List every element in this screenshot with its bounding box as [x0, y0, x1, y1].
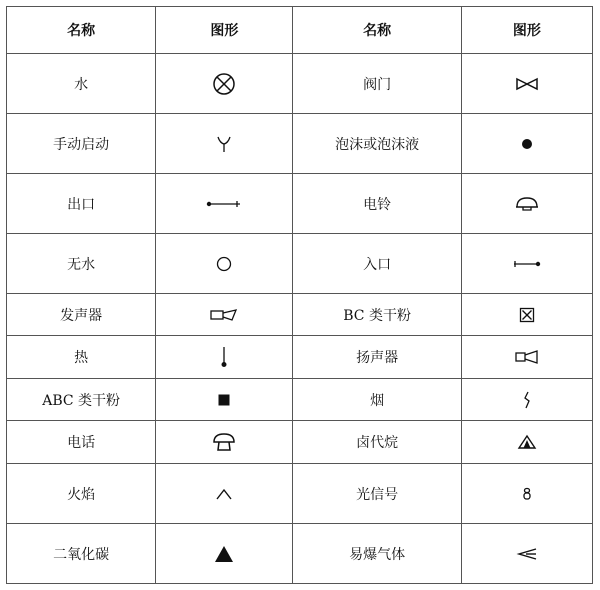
table-row: [7, 524, 593, 584]
header-shape-right: 图形: [461, 7, 592, 54]
light-signal-icon: [522, 487, 532, 501]
y-branch-icon: [216, 135, 232, 153]
valve-bowtie-icon: [515, 77, 539, 91]
table-row: [7, 54, 593, 114]
symbol-name: 卤代烷: [293, 421, 461, 464]
symbol-name: 火焰: [7, 464, 156, 524]
symbol-shape-cell: [461, 174, 592, 234]
symbol-shape-cell: [461, 234, 592, 294]
sounder-icon: [209, 308, 239, 322]
symbol-name: 电话: [7, 421, 156, 464]
table-row: [7, 464, 593, 524]
symbol-shape-cell: [156, 524, 293, 584]
symbol-name: 光信号: [293, 464, 461, 524]
smoke-squiggle-icon: [522, 391, 532, 409]
explosive-gas-icon: [516, 547, 538, 561]
symbol-name: 无水: [7, 234, 156, 294]
symbol-name: 扬声器: [293, 336, 461, 379]
table-row: [7, 114, 593, 174]
symbol-name: 电铃: [293, 174, 461, 234]
inlet-line-icon: [512, 260, 542, 268]
symbol-shape-cell: [156, 114, 293, 174]
symbol-name: 手动启动: [7, 114, 156, 174]
telephone-icon: [212, 432, 236, 452]
filled-square-icon: [218, 394, 230, 406]
symbol-shape-cell: [461, 54, 592, 114]
symbol-name: 发声器: [7, 294, 156, 336]
symbol-name: BC 类干粉: [293, 294, 461, 336]
symbol-shape-cell: [156, 174, 293, 234]
thermometer-icon: [220, 346, 228, 368]
table-row: [7, 421, 593, 464]
symbol-name: 烟: [293, 379, 461, 421]
table-row: [7, 336, 593, 379]
header-row: [7, 7, 593, 54]
header-name-left: 名称: [7, 7, 156, 54]
symbol-table: [6, 6, 593, 584]
table-row: [7, 234, 593, 294]
symbol-shape-cell: [461, 421, 592, 464]
open-circle-icon: [216, 256, 232, 272]
flame-chevron-icon: [215, 488, 233, 500]
table-row: [7, 294, 593, 336]
symbol-name: 易爆气体: [293, 524, 461, 584]
filled-triangle-icon: [214, 545, 234, 563]
symbol-shape-cell: [156, 421, 293, 464]
speaker-icon: [514, 350, 540, 364]
symbol-name: 热: [7, 336, 156, 379]
symbol-name: ABC 类干粉: [7, 379, 156, 421]
bell-icon: [514, 196, 540, 212]
symbol-shape-cell: [156, 294, 293, 336]
outlet-line-icon: [206, 200, 242, 208]
symbol-shape-cell: [156, 464, 293, 524]
symbol-name: 入口: [293, 234, 461, 294]
symbol-shape-cell: [156, 336, 293, 379]
symbol-shape-cell: [156, 54, 293, 114]
symbol-name: 泡沫或泡沫液: [293, 114, 461, 174]
circle-x-icon: [212, 72, 236, 96]
header-shape-left: 图形: [156, 7, 293, 54]
symbol-shape-cell: [461, 336, 592, 379]
filled-dot-icon: [521, 138, 533, 150]
header-name-right: 名称: [293, 7, 461, 54]
symbol-shape-cell: [461, 294, 592, 336]
table-row: [7, 379, 593, 421]
symbol-name: 阀门: [293, 54, 461, 114]
boxed-x-icon: [519, 307, 535, 323]
symbol-name: 出口: [7, 174, 156, 234]
symbol-shape-cell: [461, 379, 592, 421]
symbol-shape-cell: [461, 464, 592, 524]
table-row: [7, 174, 593, 234]
symbol-shape-cell: [461, 114, 592, 174]
symbol-name: 二氧化碳: [7, 524, 156, 584]
symbol-shape-cell: [156, 379, 293, 421]
symbol-shape-cell: [156, 234, 293, 294]
halon-triangle-icon: [518, 435, 536, 449]
symbol-name: 水: [7, 54, 156, 114]
symbol-shape-cell: [461, 524, 592, 584]
